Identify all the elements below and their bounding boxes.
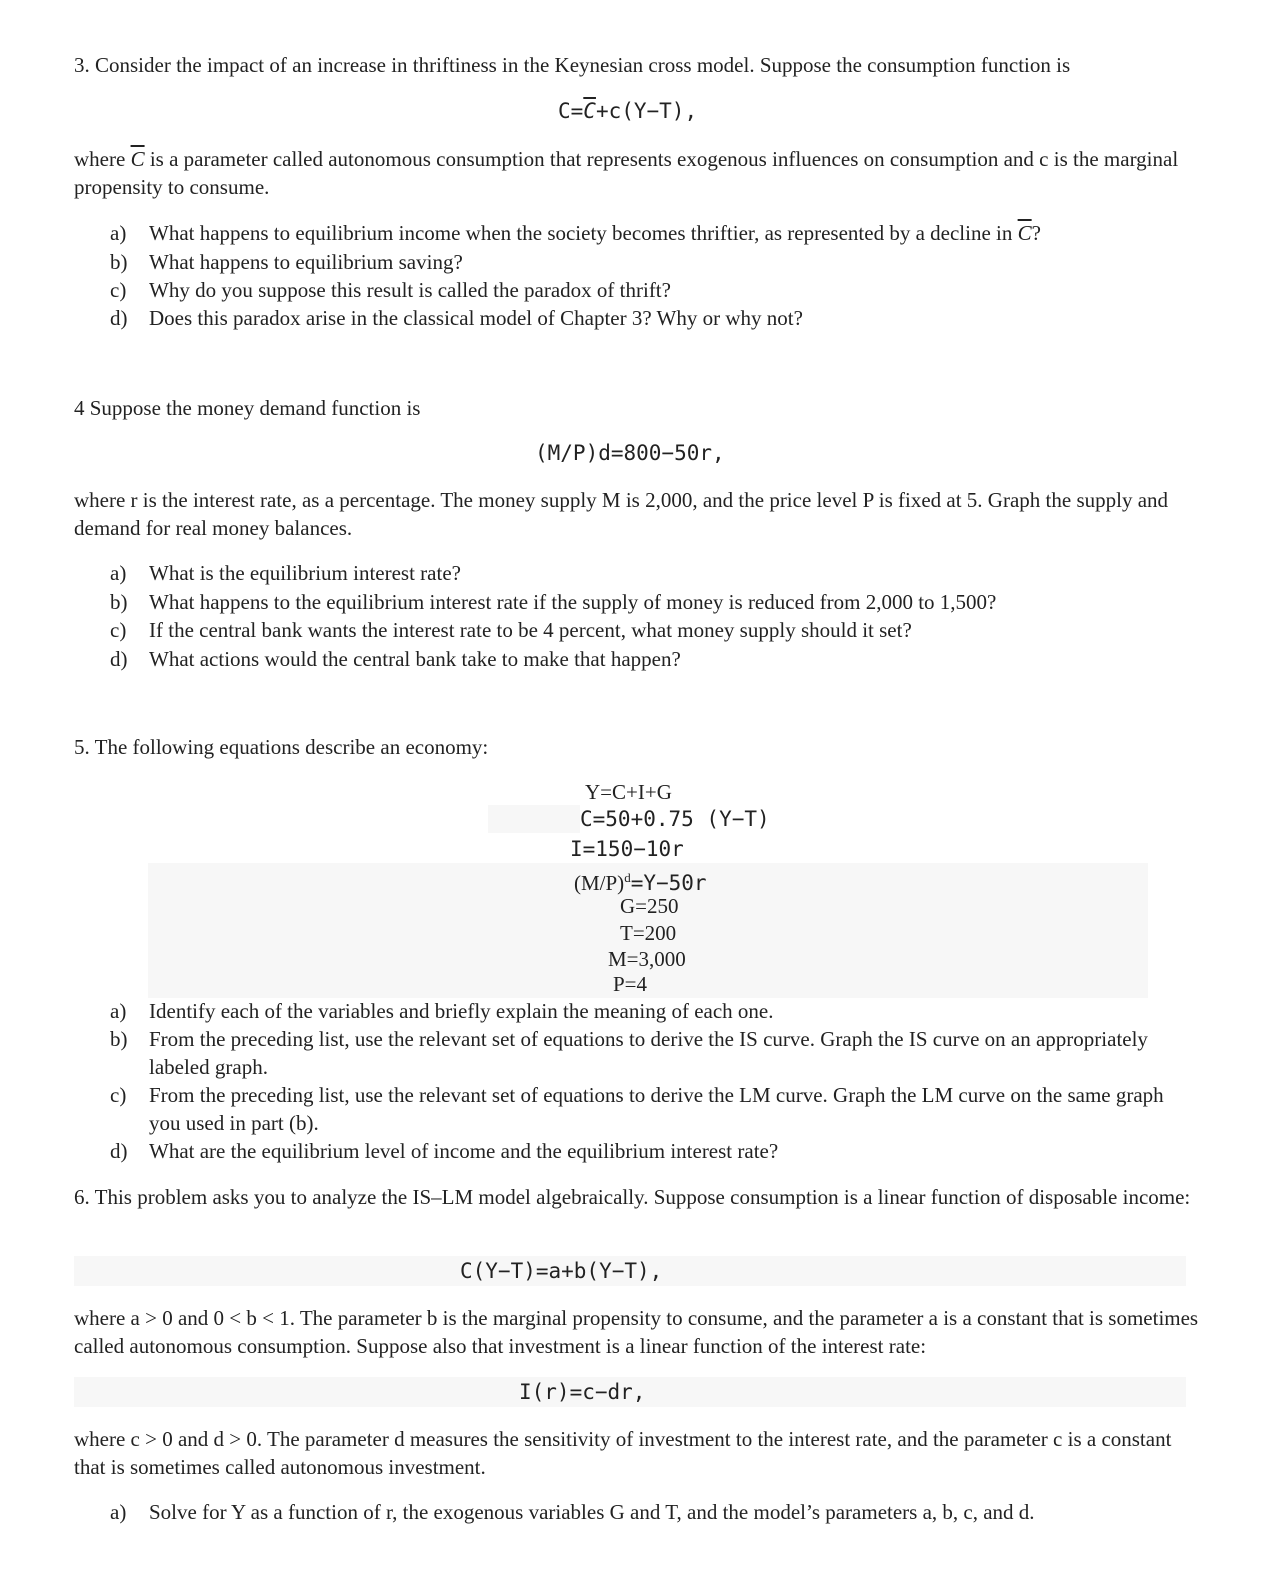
q6-equation-consumption: C(Y−T)=a+b(Y−T), bbox=[460, 1259, 663, 1283]
q4-intro: 4 Suppose the money demand function is bbox=[74, 396, 421, 420]
q3-equation: $C=\overline{C}+c(Y-T)$, bbox=[558, 99, 698, 123]
q3-intro: 3. Consider the impact of an increase in thriftiness in the Keynesian cross model. Suppose the consumption function is bbox=[74, 53, 1071, 77]
q4-item-d: d) What actions would the central bank take to make that happen? bbox=[110, 647, 681, 671]
q5-intro: 5. The following equations describe an economy: bbox=[74, 735, 489, 759]
q5-eq-money-supply: M=3,000 bbox=[608, 947, 686, 971]
equation-highlight bbox=[488, 805, 580, 833]
q4-where: where r is the interest rate, as a percentage. The money supply M is 2,000, and the price level P is fixed at 5. Graph the supply and demand for real money balances. bbox=[74, 488, 1169, 540]
q6-item-a: a) Solve for Y as a function of r, the exogenous variables G and T, and the model’s parameters a, b, c, and d. bbox=[110, 1500, 1035, 1524]
q5-eq-consumption: C=50+0.75 (Y−T) bbox=[580, 807, 770, 831]
q3-item-a: a) What happens to equilibrium income when the society becomes thriftier, as represented by a decline in $\overline{C}$? bbox=[110, 221, 1041, 245]
q5-item-c: c) From the preceding list, use the relevant set of equations to derive the LM curve. Graph the LM curve on the same graph you used in part (b). bbox=[110, 1083, 1164, 1135]
q6-para-consumption: where a > 0 and 0 < b < 1. The parameter b is the marginal propensity to consume, and the parameter a is a constant that is sometimes called autonomous consumption. Suppose also that investment is a linear function of the interest rate: bbox=[74, 1306, 1199, 1358]
q5-eq-government: G=250 bbox=[620, 894, 679, 918]
q5-eq-investment: I=150−10r bbox=[570, 837, 684, 861]
q6-equation-investment: I(r)=c−dr, bbox=[519, 1380, 646, 1404]
q3-item-d: d) Does this paradox arise in the classical model of Chapter 3? Why or why not? bbox=[110, 306, 803, 330]
q5-eq-taxes: T=200 bbox=[620, 921, 677, 945]
q4-item-c: c) If the central bank wants the interest rate to be 4 percent, what money supply should it set? bbox=[110, 618, 912, 642]
q4-item-a: a) What is the equilibrium interest rate? bbox=[110, 561, 461, 585]
q5-eq-identity: Y=C+I+G bbox=[585, 780, 672, 804]
q5-item-a: a) Identify each of the variables and briefly explain the meaning of each one. bbox=[110, 999, 774, 1023]
q5-item-d: d) What are the equilibrium level of income and the equilibrium interest rate? bbox=[110, 1139, 779, 1163]
q4-item-b: b) What happens to the equilibrium interest rate if the supply of money is reduced from 2,000 to 1,500? bbox=[110, 590, 997, 614]
q5-eq-price-level: P=4 bbox=[613, 972, 648, 996]
q5-item-b: b) From the preceding list, use the relevant set of equations to derive the IS curve. Graph the IS curve on an appropriately labeled graph. bbox=[110, 1027, 1148, 1079]
q6-para-investment: where c > 0 and d > 0. The parameter d measures the sensitivity of investment to the interest rate, and the parameter c is a constant that is sometimes called autonomous investment. bbox=[74, 1427, 1172, 1479]
q3-item-c: c) Why do you suppose this result is called the paradox of thrift? bbox=[110, 278, 671, 302]
q5-eq-money-demand: $(M/P)^d=Y-50r$ bbox=[574, 870, 707, 895]
q3-where: where $\overline{C}$ is a parameter called autonomous consumption that represents exogenous influences on consumption and c is the marginal propensity to consume. bbox=[74, 147, 1179, 199]
q6-intro: 6. This problem asks you to analyze the IS–LM model algebraically. Suppose consumption is a linear function of disposable income: bbox=[74, 1185, 1191, 1209]
q3-item-b: b) What happens to equilibrium saving? bbox=[110, 250, 463, 274]
q4-equation: (M/P)d=800−50r, bbox=[535, 441, 725, 465]
